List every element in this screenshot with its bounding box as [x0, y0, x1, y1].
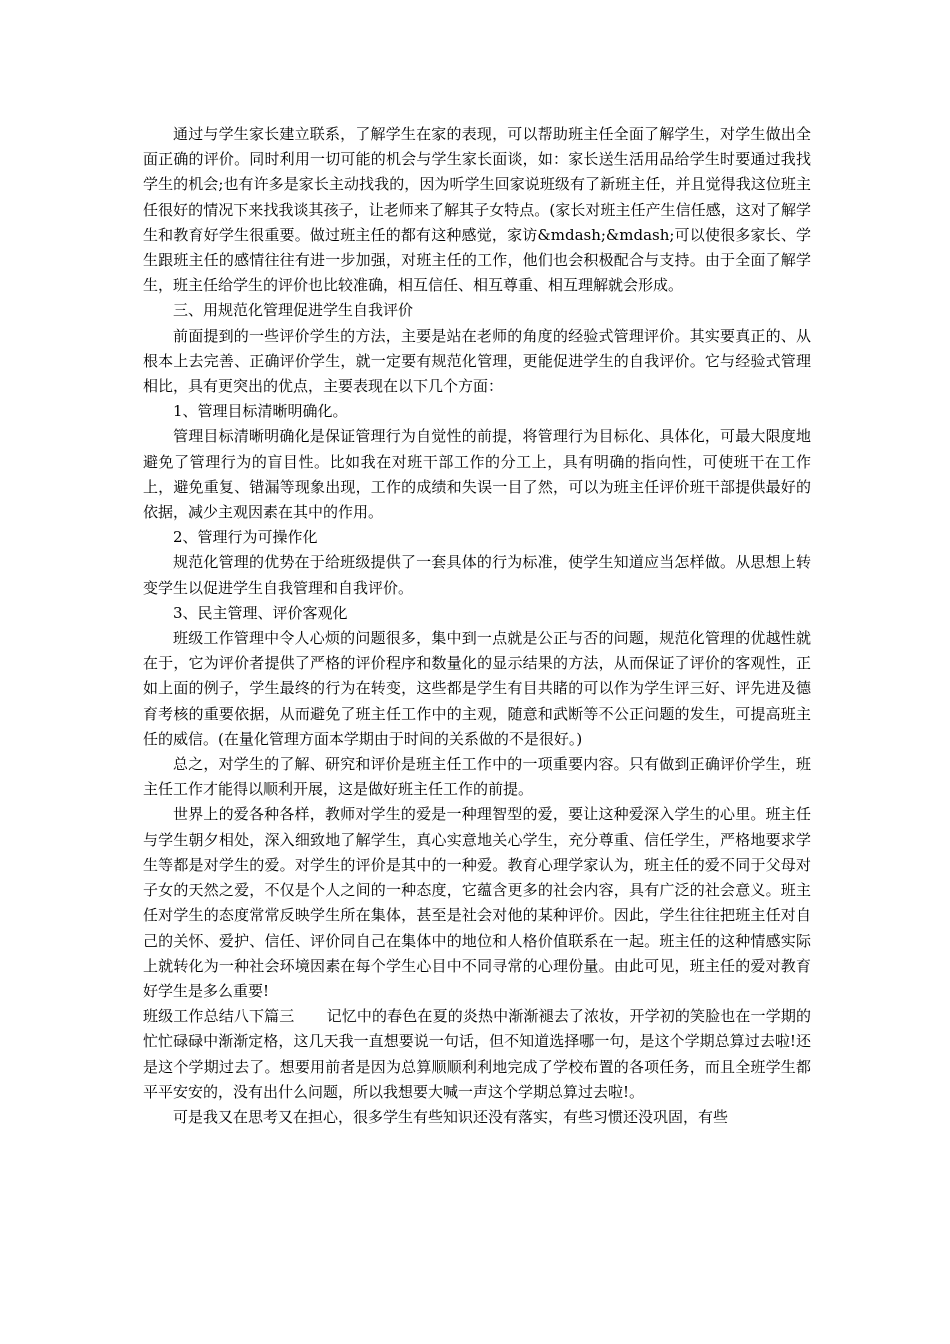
subheading-3: 3、民主管理、评价客观化: [173, 603, 348, 622]
document-page: [143, 122, 811, 1130]
section-title: 班级工作总结八下篇三: [143, 1007, 295, 1026]
paragraph-clear-goals: 管理目标清晰明确化是保证管理行为自觉性的前提，将管理行为目标化、具体化，可最大限度地避免了管理行为的盲目性。比如我在对班干部工作的分工上，具有明确的指向性，可使班干在工作上，避免重复、错漏等现象出现，工作的成绩和失误一目了然，可以为班主任评价班干部提供最好的依据，减少主观因素在其中的作用。: [143, 427, 811, 522]
paragraph-standardized-management: 前面提到的一些评价学生的方法，主要是站在老师的角度的经验式管理评价。其实要真正的、从根本上去完善、正确评价学生，就一定要有规范化管理，更能促进学生的自我评价。它与经验式管理相比，具有更突出的优点，主要表现在以下几个方面：: [143, 326, 811, 396]
paragraph-democratic-management: 班级工作管理中令人心烦的问题很多，集中到一点就是公正与否的问题，规范化管理的优越性就在于，它为评价者提供了严格的评价程序和数量化的显示结果的方法，从而保证了评价的客观性，正如上面的例子，学生最终的行为在转变，这些都是学生有目共睹的可以作为学生评三好、评先进及德育考核的重要依据，从而避免了班主任工作中的主观，随意和武断等不公正问题的发生，可提高班主任的威信。(在量化管理方面本学期由于时间的关系做的不是很好。): [143, 629, 811, 748]
paragraph-conclusion: 总之，对学生的了解、研究和评价是班主任工作中的一项重要内容。只有做到正确评价学生，班主任工作才能得以顺利开展，这是做好班主任工作的前提。: [143, 755, 811, 799]
paragraph-part-three: [143, 1004, 811, 1105]
subheading-2: 2、管理行为可操作化: [173, 528, 318, 547]
section-heading-3: 三、用规范化管理促进学生自我评价: [173, 301, 414, 320]
paragraph-operational-behavior: 规范化管理的优势在于给班级提供了一套具体的行为标准，使学生知道应当怎样做。从思想上转变学生以促进学生自我管理和自我评价。: [143, 553, 811, 597]
paragraph-worry: 可是我又在思考又在担心，很多学生有些知识还没有落实，有些习惯还没巩固，有些: [173, 1107, 729, 1126]
paragraph-teacher-love: 世界上的爱各种各样，教师对学生的爱是一种理智型的爱，要让这种爱深入学生的心里。班主任与学生朝夕相处，深入细致地了解学生，真心实意地关心学生，充分尊重、信任学生，严格地要求学生等都是对学生的爱。对学生的评价是其中的一种爱。教育心理学家认为，班主任的爱不同于父母对子女的天然之爱，不仅是个人之间的一种态度，它蕴含更多的社会内容，具有广泛的社会意义。班主任对学生的态度常常反映学生所在集体，甚至是社会对他的某种评价。因此，学生往往把班主任对自己的关怀、爱护、信任、评价同自己在集体中的地位和人格价值联系在一起。班主任的这种情感实际上就转化为一种社会环境因素在每个学生心目中不同寻常的心理份量。由此可见，班主任的爱对教育好学生是多么重要!: [143, 805, 811, 1000]
paragraph-parent-contact: 通过与学生家长建立联系，了解学生在家的表现，可以帮助班主任全面了解学生，对学生做出全面正确的评价。同时利用一切可能的机会与学生家长面谈，如：家长送生活用品给学生时要通过我找学生的机会;也有许多是家长主动找我的，因为听学生回家说班级有了新班主任，并且觉得我这位班主任很好的情况下来找我谈其孩子，让老师来了解其子女特点。(家长对班主任产生信任感，这对了解学生和教育好学生很重要。做过班主任的都有这种感觉，家访&mdash;&mdash;可以使很多家长、学生跟班主任的感情往往有进一步加强，对班主任的工作，他们也会积极配合与支持。由于全面了解学生，班主任给学生的评价也比较准确，相互信任、相互尊重、相互理解就会形成。: [143, 125, 811, 295]
subheading-1: 1、管理目标清晰明确化。: [173, 402, 348, 421]
paragraph-memory: 记忆中的春色在夏的炎热中渐渐褪去了浓妆，开学初的笑脸也在一学期的忙忙碌碌中渐渐定格，这几天我一直想要说一句话，但不知道选择哪一句，是这个学期总算过去啦!还是这个学期过去了。想要用前者是因为总算顺顺利利地完成了学校布置的各项任务，而且全班学生都平平安安的，没有出什么问题，所以我想要大喊一声这个学期总算过去啦!。: [143, 1007, 811, 1101]
